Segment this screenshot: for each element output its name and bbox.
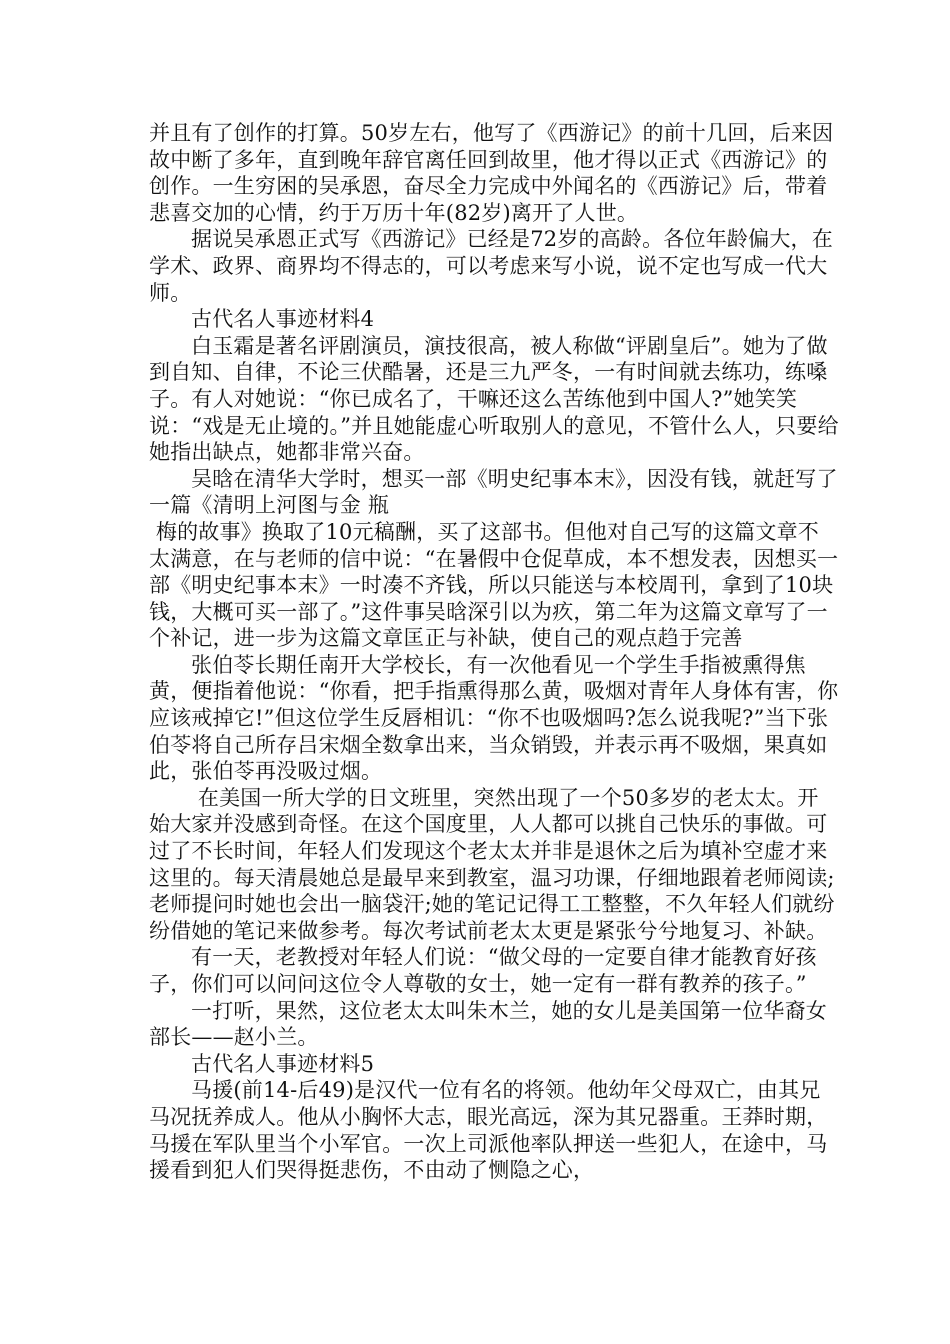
paragraph-zhang-boling: 张伯苓长期任南开大学校长，有一次他看见一个学生手指被熏得焦黄，便指着他说：“你看，把手指熏得那么黄，吸烟对青年人身体有害，你应该戒掉它!”但这位学生反唇相讥：“你不也吸烟吗?怎么说我呢?”当下张伯苓将自己所存吕宋烟全数拿出来，当众销毁，并表示再不吸烟，果真如此，张伯苓再没吸过烟。 [149,652,839,784]
paragraph-old-lady-class: 在美国一所大学的日文班里，突然出现了一个50多岁的老太太。开始大家并没感到奇怪。在这个国度里，人人都可以挑自己快乐的事做。可过了不长时间，年轻人们发现这个老太太并非是退休之后为填补空虚才来这里的。每天清晨她总是最早来到教室，温习功课，仔细地跟着老师阅读;老师提问时她也会出一脑袋汗;她的笔记记得工工整整，不久年轻人们就纷纷借她的笔记来做参考。每次考试前老太太更是紧张兮兮地复习、补缺。 [149,785,835,943]
paragraph-wu-han-start: 吴晗在清华大学时，想买一部《明史纪事本末》，因没有钱，就赶写了一篇《清明上河图与金 瓶 [149,466,838,518]
paragraph-ma-yuan: 马援(前14-后49)是汉代一位有名的将领。他幼年父母双亡，由其兄马况抚养成人。他从小胸怀大志，眼光高远，深为其兄器重。王莽时期，马援在军队里当个小军官。一次上司派他率队押送一些犯人，在途中，马援看到犯人们哭得挺悲伤，不由动了恻隐之心， [149,1078,828,1183]
paragraph-wu-chengen-writing: 并且有了创作的打算。50岁左右，他写了《西游记》的前十几回，后来因故中断了多年，直到晚年辞官离任回到故里，他才得以正式《西游记》的创作。一生穷困的吴承恩，奋尽全力完成中外闻名的《西游记》后，带着悲喜交加的心情，约于万历十年(82岁)离开了人世。 [149,121,834,225]
section-heading-5: 古代名人事迹材料5 [191,1051,375,1076]
document-body [149,120,839,1184]
paragraph-zhu-mulan: 一打听，果然，这位老太太叫朱木兰，她的女儿是美国第一位华裔女部长——赵小兰。 [149,998,827,1050]
section-heading-4: 古代名人事迹材料4 [191,307,375,332]
paragraph-wu-chengen-age: 据说吴承恩正式写《西游记》已经是72岁的高龄。各位年龄偏大，在学术、政界、商界均不得志的，可以考虑来写小说，说不定也写成一代大师。 [149,227,833,305]
paragraph-bai-yushuang: 白玉霜是著名评剧演员，演技很高，被人称做“评剧皇后”。她为了做到自知、自律，不论三伏酷暑，还是三九严冬，一有时间就去练功，练嗓子。有人对她说：“你已成名了，干嘛还这么苦练他到中国人?”她笑笑说：“戏是无止境的。”并且她能虚心听取别人的意见，不管什么人，只要给她指出缺点，她都非常兴奋。 [149,333,839,465]
paragraph-wu-han-cont: 梅的故事》换取了10元稿酬，买了这部书。但他对自己写的这篇文章不太满意，在与老师的信中说：“在暑假中仓促草成，本不想发表，因想买一部《明史纪事本末》一时凑不齐钱，所以只能送与本校周刊，拿到了10块钱，大概可买一部了。”这件事吴晗深引以为疚，第二年为这篇文章写了一个补记，进一步为这篇文章匡正与补缺，使自己的观点趋于完善 [149,519,839,651]
paragraph-professor-remark: 有一天，老教授对年轻人们说：“做父母的一定要自律才能教育好孩子，你们可以问问这位令人尊敬的女士，她一定有一群有教养的孩子。” [149,945,817,996]
